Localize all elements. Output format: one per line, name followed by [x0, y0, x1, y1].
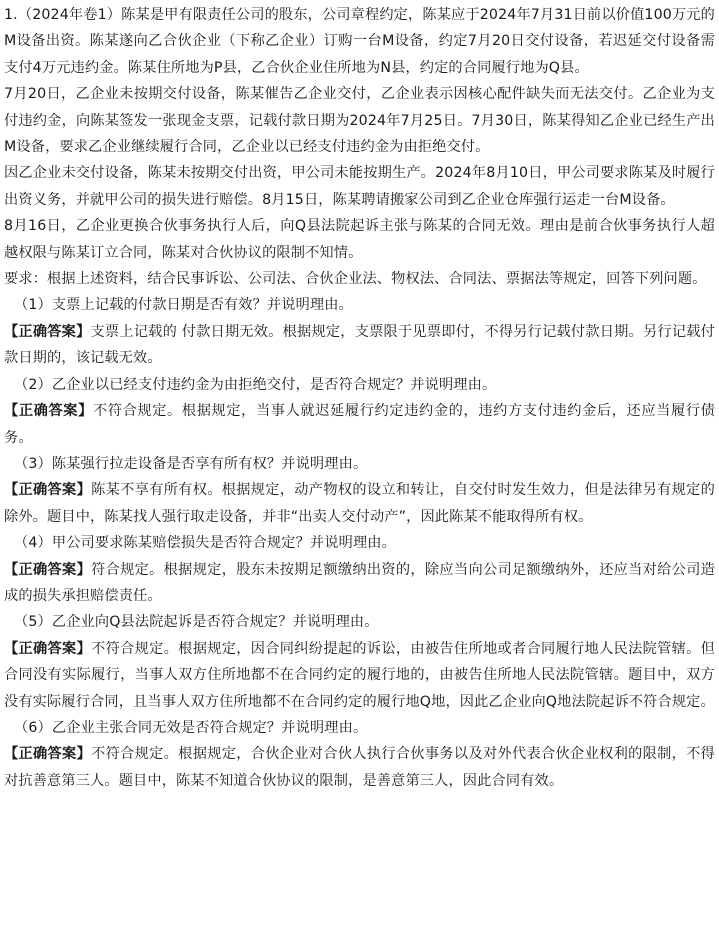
question-paragraph-2: 7月20日，乙企业未按期交付设备，陈某催告乙企业交付，乙企业表示因核心配件缺失而无法交付。乙企业为支付违约金，向陈某签发一张现金支票，记载付款日期为2024年7月25日。7月30日，陈某得知乙企业已经生产出M设备，要求乙企业继续履行合同，乙企业以已经支付违约金为由拒绝交付。 — [4, 86, 715, 156]
question-paragraph-4: 8月16日，乙企业更换合伙事务执行人后，向Q县法院起诉主张与陈某的合同无效。理由是前合伙事务执行人超越权限与陈某订立合同，陈某对合伙协议的限制不知情。 — [4, 218, 715, 261]
sub-question-4: （4）甲公司要求陈某赔偿损失是否符合规定？并说明理由。 — [14, 535, 396, 552]
answer-tag: 【正确答案】 — [4, 640, 92, 657]
answer-4 — [4, 557, 715, 610]
question-intro: 1.（2024年卷1）陈某是甲有限责任公司的股东，公司章程约定，陈某应于2024年7月31日前以价值100万元的M设备出资。陈某遂向乙合伙企业（下称乙企业）订购一台M设备，约定7月20日交付设备，若迟延交付设备需支付4万元违约金。陈某住所地为P县，乙合伙企业住所地为N县，约定的合同履行地为Q县。 — [4, 7, 715, 76]
answer-tag: 【正确答案】 — [4, 482, 92, 499]
answer-text: 支票上记载的 付款日期无效。根据规定，支票限于见票即付，不得另行记载付款日期。另行记载付款日期的，该记载无效。 — [4, 323, 715, 367]
question-requirement: 要求：根据上述资料，结合民事诉讼、公司法、合伙企业法、物权法、合同法、票据法等规定，回答下列问题。 — [4, 271, 707, 288]
answer-tag: 【正确答案】 — [4, 403, 93, 420]
answer-text: 符合规定。根据规定，股东未按期足额缴纳出资的，除应当向公司足额缴纳外，还应当对给公司造成的损失承担赔偿责任。 — [4, 561, 716, 604]
answer-5 — [4, 636, 715, 715]
sub-question-1: （1）支票上记载的付款日期是否有效？并说明理由。 — [14, 297, 353, 314]
answer-6 — [4, 741, 715, 794]
question-paragraph-3: 因乙企业未交付设备，陈某未按期交付出资，甲公司未能按期生产。2024年8月10日，甲公司要求陈某及时履行出资义务，并就甲公司的损失进行赔偿。8月15日，陈某聘请搬家公司到乙企业仓库强行运走一台M设备。 — [4, 165, 715, 208]
answer-text: 不符合规定。根据规定，因合同纠纷提起的诉讼，由被告住所地或者合同履行地人民法院管辖。但合同没有实际履行，当事人双方住所地都不在合同约定的履行地的，由被告住所地人民法院管辖。题目中，双方没有实际履行合同，且当事人双方住所地都不在合同约定的履行地Q地，因此乙企业向Q地法院起诉不符合规定。 — [4, 640, 716, 710]
sub-question-2: （2）乙企业以已经支付违约金为由拒绝交付，是否符合规定？并说明理由。 — [14, 376, 497, 393]
answer-text: 不符合规定。根据规定，当事人就迟延履行约定违约金的，违约方支付违约金后，还应当履行债务。 — [4, 403, 715, 446]
answer-tag: 【正确答案】 — [4, 746, 92, 763]
sub-question-6: （6）乙企业主张合同无效是否符合规定？并说明理由。 — [14, 719, 368, 736]
sub-question-5: （5）乙企业向Q县法院起诉是否符合规定？并说明理由。 — [14, 614, 379, 631]
answer-tag: 【正确答案】 — [4, 561, 92, 578]
sub-question-3: （3）陈某强行拉走设备是否享有所有权？并说明理由。 — [14, 455, 368, 472]
answer-text: 陈某不享有所有权。根据规定，动产物权的设立和转让，自交付时发生效力，但是法律另有规定的除外。题目中，陈某找人强行取走设备，并非“出卖人交付动产”，因此陈某不能取得所有权。 — [4, 482, 716, 525]
answer-tag: 【正确答案】 — [4, 323, 91, 340]
answer-text: 不符合规定。根据规定，合伙企业对合伙人执行合伙事务以及对外代表合伙企业权利的限制，不得对抗善意第三人。题目中，陈某不知道合伙协议的限制，是善意第三人，因此合同有效。 — [4, 746, 716, 789]
answer-3 — [4, 477, 715, 530]
answer-2 — [4, 398, 715, 451]
answer-1 — [4, 319, 715, 372]
document-body — [4, 2, 715, 794]
